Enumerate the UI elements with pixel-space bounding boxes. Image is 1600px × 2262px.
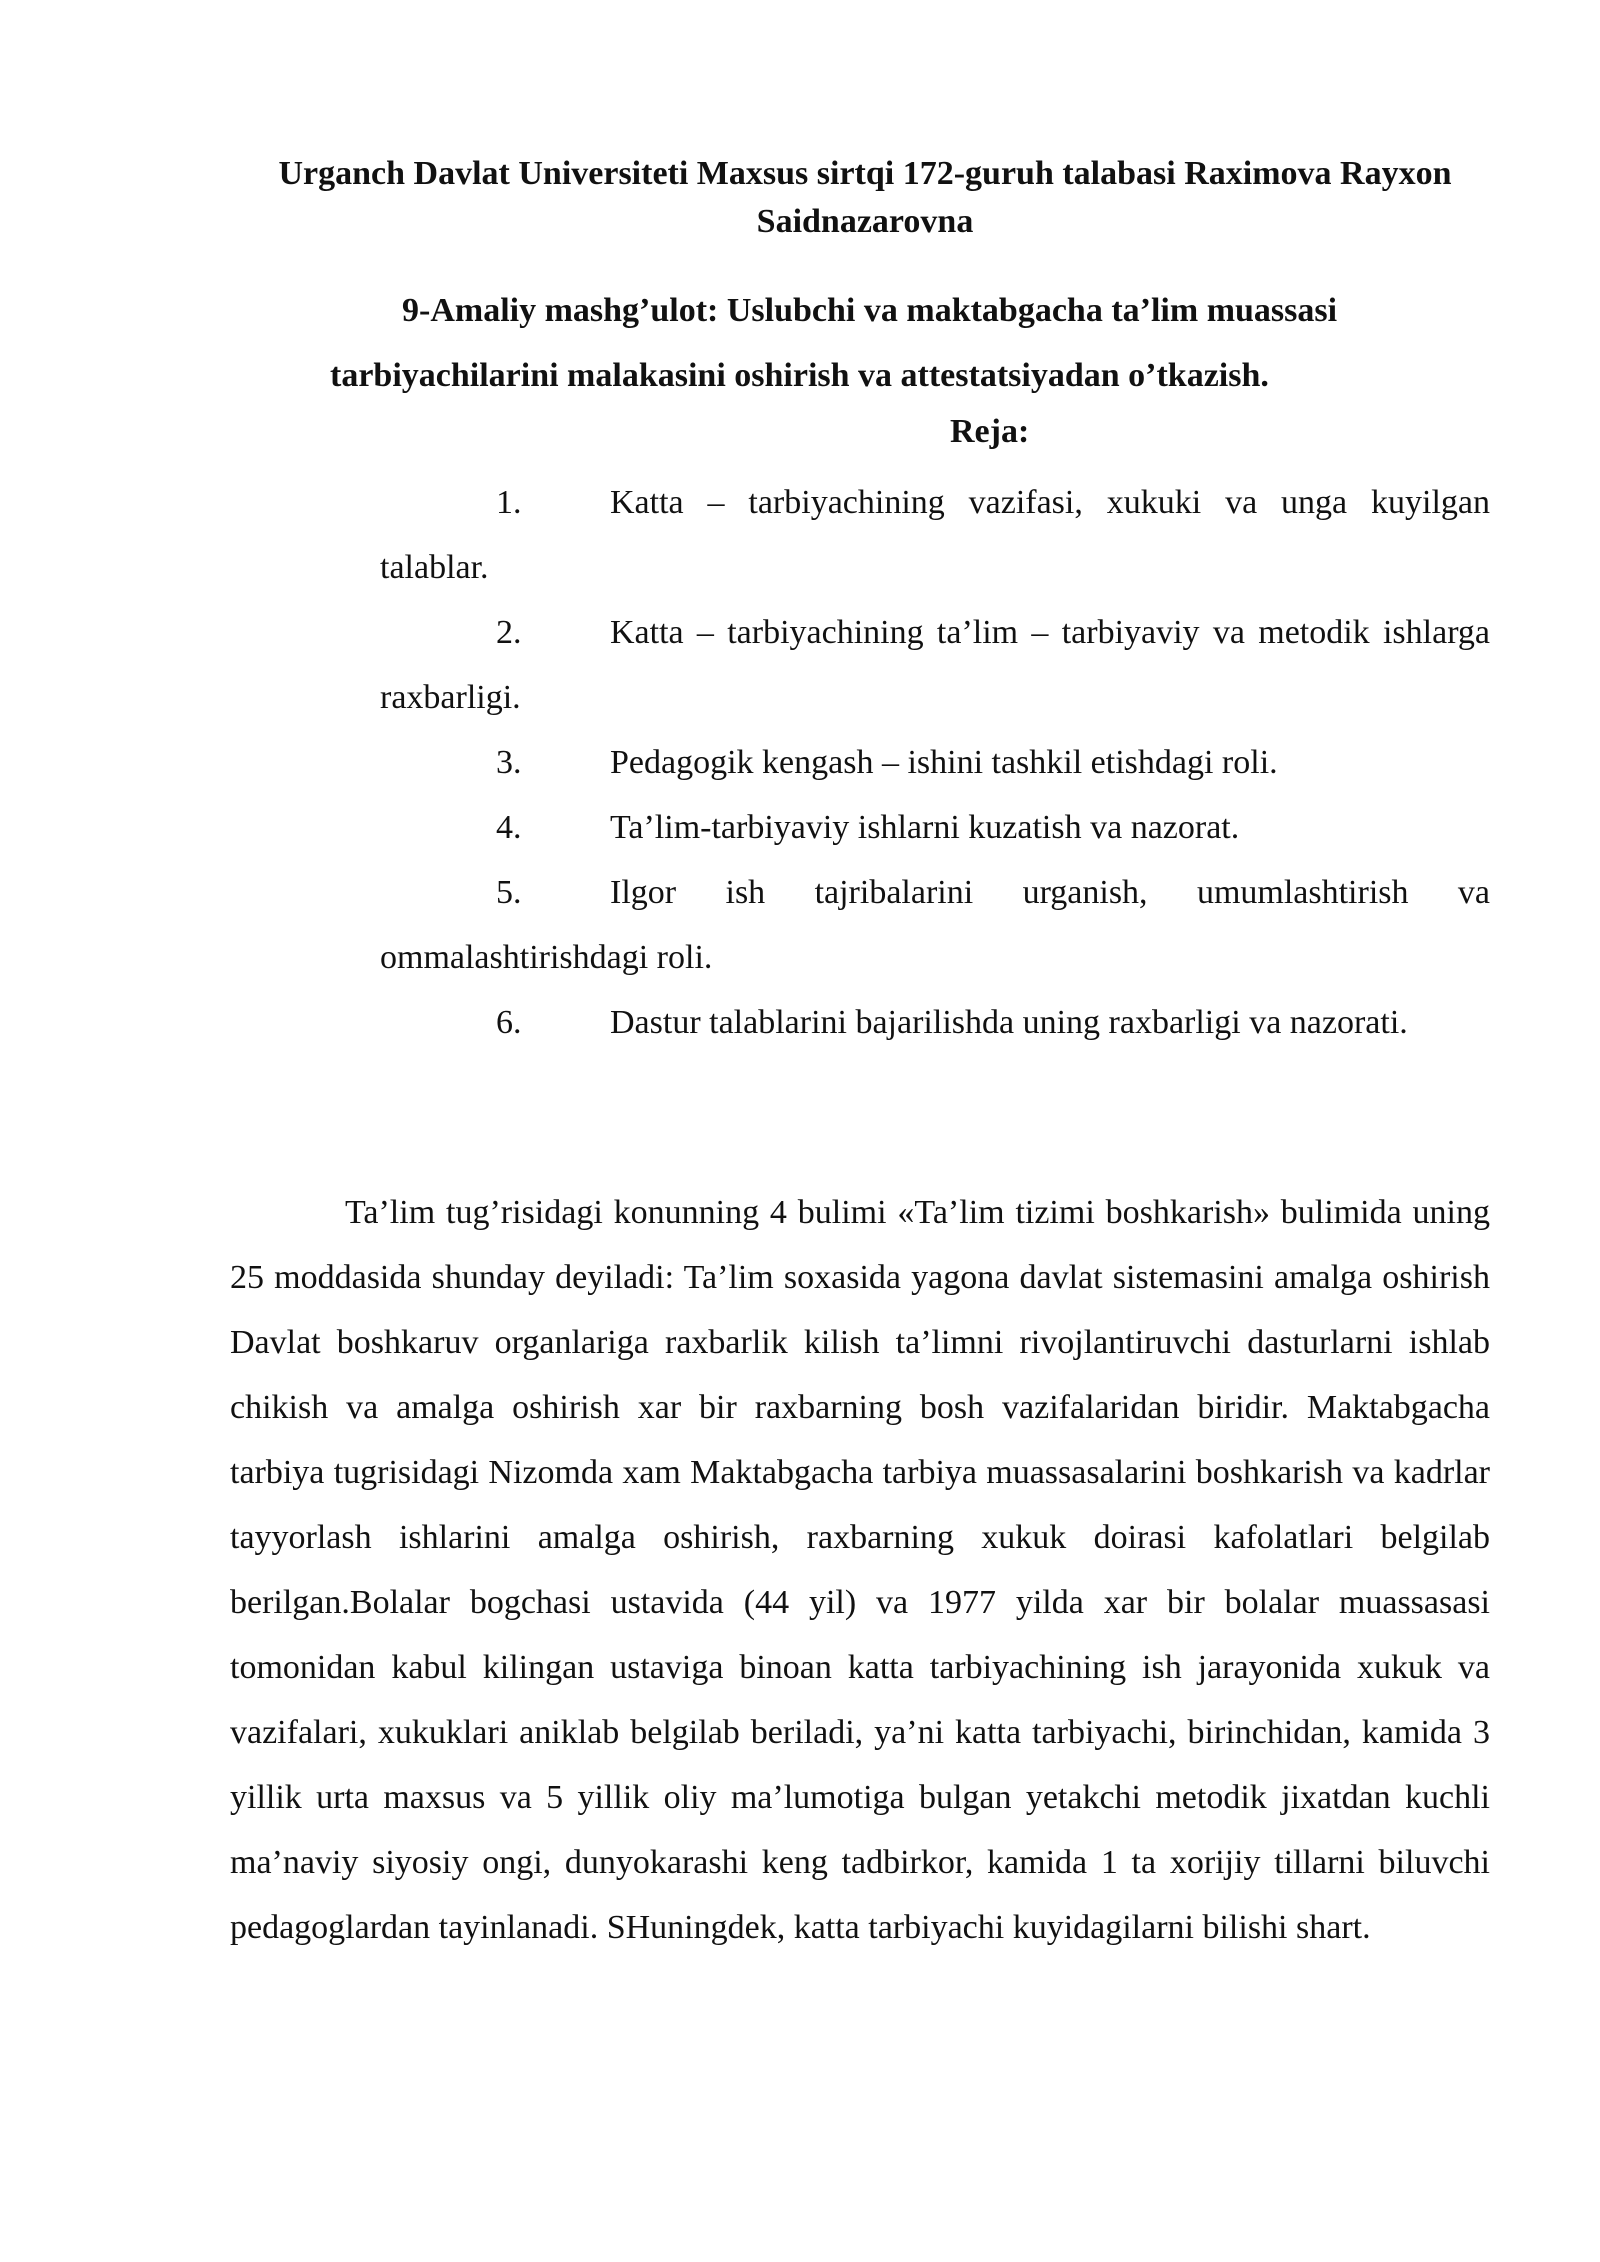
plan-item-text: Ilgor ish tajribalarini urganish, umumlashtirish va ommalashtirishdagi roli. [380,874,1490,976]
plan-list [380,470,1490,1055]
plan-item-number: 5. [496,874,522,911]
plan-item [380,730,1490,795]
plan-item-number: 4. [496,809,522,846]
lesson-topic [330,278,1440,408]
plan-item-text: Ta’lim-tarbiyaviy ishlarni kuzatish va nazorat. [610,809,1240,846]
lesson-topic-line-1: 9-Amaliy mashg’ulot: Uslubchi va maktabgacha ta’lim muassasi [402,292,1338,329]
document-header: Urganch Davlat Universiteti Maxsus sirtqi 172-guruh talabasi Raximova Rayxon Saidnazarovna [278,155,1452,240]
plan-item-text: Dastur talablarini bajarilishda uning raxbarligi va nazorati. [610,1004,1408,1041]
plan-item-number: 2. [496,614,522,651]
plan-item [380,860,1490,990]
plan-item-text: Pedagogik kengash – ishini tashkil etishdagi roli. [610,744,1278,781]
plan-item-number: 3. [496,744,522,781]
lesson-topic-line-2: tarbiyachilarini malakasini oshirish va attestatsiyadan o’tkazish. [330,357,1269,394]
plan-item-number: 6. [496,1004,522,1041]
plan-title: Reja: [950,413,1030,450]
plan-item [380,990,1490,1055]
plan-item-number: 1. [496,484,522,521]
plan-item [380,600,1490,730]
plan-item-text: Katta – tarbiyachining ta’lim – tarbiyaviy va metodik ishlarga raxbarligi. [380,614,1490,716]
plan-item [380,795,1490,860]
plan-item [380,470,1490,600]
plan-item-text: Katta – tarbiyachining vazifasi, xukuki va unga kuyilgan talablar. [380,484,1490,586]
body-paragraph: Ta’lim tug’risidagi konunning 4 bulimi «Ta’lim tizimi boshkarish» bulimida uning 25 moddasida shunday deyiladi: Ta’lim soxasida yagona davlat sistemasini amalga oshirish Davlat boshkaruv organlariga raxbarlik kilish ta’limni rivojlantiruvchi dasturlarni ishlab chikish va amalga oshirish xar bir raxbarning bosh vazifalaridan biridir. Maktabgacha tarbiya tugrisidagi Nizomda xam Maktabgacha tarbiya muassasalarini boshkarish va kadrlar tayyorlash ishlarini amalga oshirish, raxbarning xukuk doirasi kafolatlari belgilab berilgan.Bolalar bogchasi ustavida (44 yil) va 1977 yilda xar bir bolalar muassasasi tomonidan kabul kilingan ustaviga binoan katta tarbiyachining ish jarayonida xukuk va vazifalari, xukuklari aniklab belgilab beriladi, ya’ni katta tarbiyachi, birinchidan, kamida 3 yillik urta maxsus va 5 yillik oliy ma’lumotiga bulgan yetakchi metodik jixatdan kuchli ma’naviy siyosiy ongi, dunyokarashi keng tadbirkor, kamida 1 ta xorijiy tillarni biluvchi pedagoglardan tayinlanadi. SHuningdek, katta tarbiyachi kuyidagilarni bilishi shart. [230,1194,1490,1946]
